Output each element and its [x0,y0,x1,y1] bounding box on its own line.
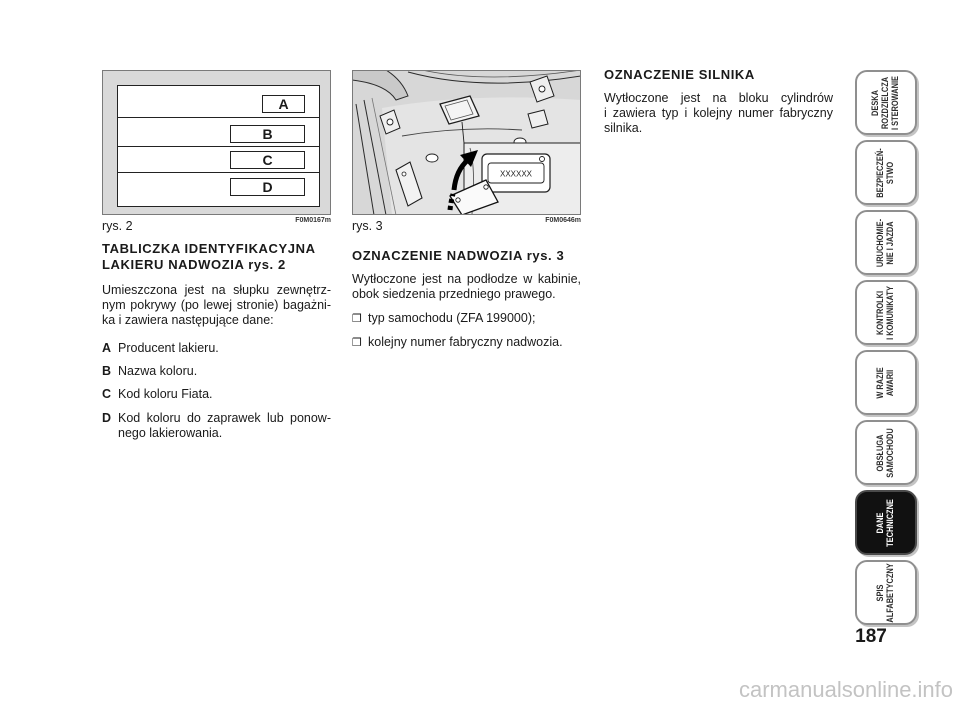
figure-caption-rys2: rys. 2 [102,219,133,233]
side-tab-label [876,367,896,398]
paint-plate-paragraph-line: nym pokrywy (po lewej stronie) bagażni- [102,298,331,312]
list-letter-a: A [102,341,112,355]
bullet-marker: ❒ [352,336,362,349]
list-letter-b: B [102,364,112,378]
engine-marking-paragraph-line: i zawiera typ i kolejny numer fabryczny [604,106,833,120]
side-tab-label [876,148,896,197]
body-marking-heading: OZNACZENIE NADWOZIA rys. 3 [352,248,565,263]
side-tab-label-line: BEZPIECZEŃ- [875,147,886,198]
side-tab-technical-data [855,490,917,555]
side-tab-warning-lights [855,280,917,345]
side-tab-label-line: ALFABETYCZNY [885,562,896,623]
list-text-d-continued: nego lakierowania. [118,426,223,440]
side-tab-label-line: SPIS [875,584,886,601]
flap-fastener [402,172,406,176]
side-tab-label [876,563,896,622]
stamp-rivet [540,157,545,162]
side-tab-label-line: SAMOCHODU [885,427,896,478]
body-marking-paragraph-line: obok siedzenia przedniego prawego. [352,287,556,301]
bracket-bolt [387,119,393,125]
side-tab-label-line: DANE [875,512,886,533]
figure-rys3 [352,70,581,215]
figure-rys2 [102,70,331,215]
side-tab-label-line: OBSŁUGA [875,433,886,472]
paint-plate-paragraph-line: Umieszczona jest na słupku zewnętrz- [102,283,331,297]
stamp-number-text: XXXXXX [499,169,533,179]
list-letter-d: D [102,411,112,425]
side-tab-label-line: KONTROLKI [875,290,886,335]
side-tab-label-line: W RAZIE [875,366,886,399]
side-tab-index [855,560,917,625]
body-marking-paragraph-line: Wytłoczone jest na podłodze w kabinie, [352,272,581,286]
side-tab-starting-driving [855,210,917,275]
list-text-a: Producent lakieru. [118,341,219,355]
plate-label-c: C [230,151,305,169]
figure-caption-rys3: rys. 3 [352,219,383,233]
side-tab-emergency [855,350,917,415]
side-tab-maintenance [855,420,917,485]
watermark-text: carmanualsonline.info [739,677,954,702]
side-tab-label [871,76,901,130]
side-tab-safety [855,140,917,205]
side-tab-label-line: URUCHOMIE- [875,218,886,267]
engine-marking-paragraph-line: Wytłoczone jest na bloku cylindrów [604,91,833,105]
floor-marking-oval [426,154,438,162]
list-text-d: Kod koloru do zaprawek lub ponow- [118,411,331,425]
list-text-c: Kod koloru Fiata. [118,387,213,401]
cover-fastener [456,198,460,202]
bracket-bolt [539,86,545,92]
plate-label-a: A [262,95,305,113]
figure-rys3-drawing [353,71,580,214]
plate-label-b: B [230,125,305,143]
figure-code-rys2: F0M0167m [295,217,331,224]
plate-row-divider [118,172,319,173]
side-tab-dashboard-controls [855,70,917,135]
side-tab-label-line: I STEROWANIE [890,75,901,130]
bullet-item-serial-number: kolejny numer fabryczny nadwozia. [368,335,563,349]
paint-plate-heading-line: TABLICZKA IDENTYFIKACYJNA [102,241,316,256]
page-number: 187 [855,626,887,647]
side-tab-label-line: ROZDZIELCZA [880,76,891,129]
cover-fastener [484,185,488,189]
figure-code-rys3: F0M0646m [545,217,581,224]
side-tab-label-line: DESKA [870,89,881,116]
side-tab-label [876,218,896,266]
side-tab-label-line: STWO [885,161,896,184]
side-tab-label [876,428,896,477]
side-tab-label-line: I KOMUNIKATY [885,285,896,340]
side-tab-label [876,286,896,340]
engine-marking-paragraph-line: silnika. [604,121,643,135]
list-text-b: Nazwa koloru. [118,364,198,378]
side-tab-label-line: AWARII [885,369,896,396]
engine-marking-heading: OZNACZENIE SILNIKA [604,67,755,82]
bullet-item-vehicle-type: typ samochodu (ZFA 199000); [368,311,536,325]
side-tab-label-line: NIE I JAZDA [885,220,896,265]
plate-row-divider [118,146,319,147]
plate-row-divider [118,117,319,118]
bullet-marker: ❒ [352,312,362,325]
paint-plate-heading-line: LAKIERU NADWOZIA rys. 2 [102,257,286,272]
list-letter-c: C [102,387,112,401]
side-tab-label [876,499,896,547]
paint-plate-paragraph-line: ka i zawiera następujące dane: [102,313,274,327]
side-tab-label-line: TECHNICZNE [885,498,896,547]
plate-label-d: D [230,178,305,196]
paint-id-plate [117,85,320,207]
